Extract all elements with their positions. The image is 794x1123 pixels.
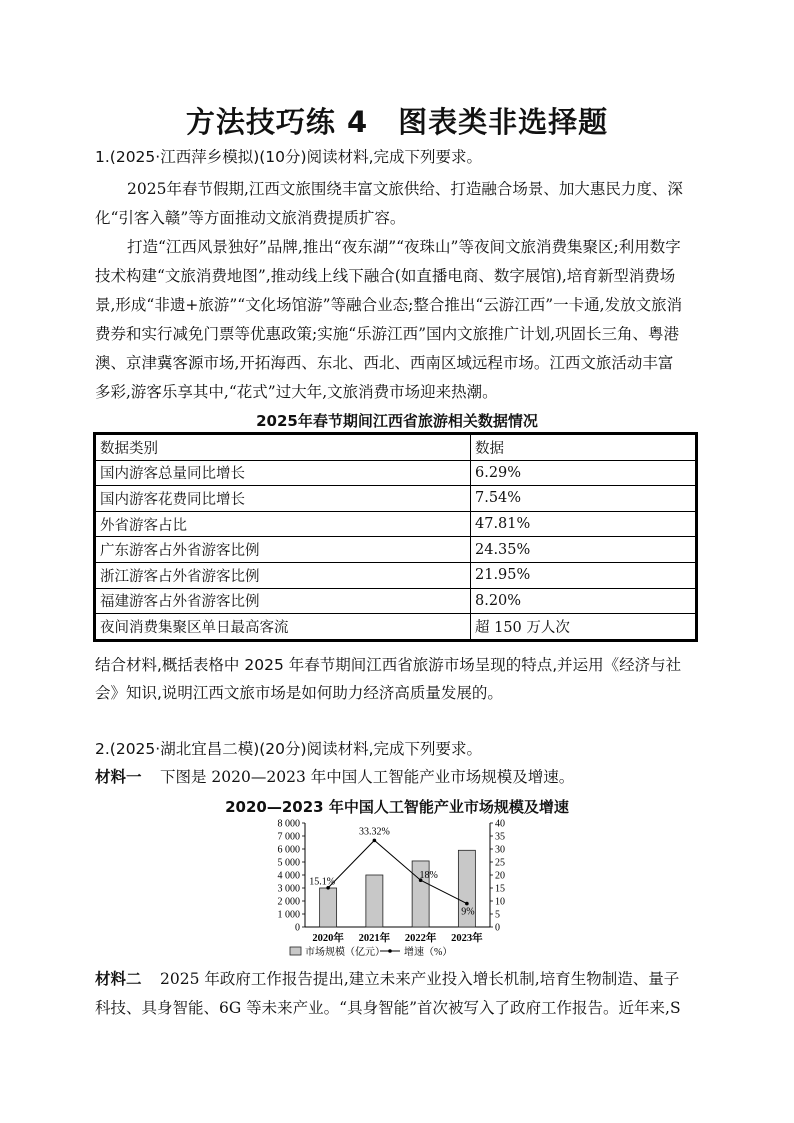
left-tick-label: 2 000 — [277, 896, 300, 908]
table-cell: 8.20% — [471, 588, 697, 614]
left-tick-label: 5 000 — [277, 857, 300, 869]
material-1-text: 下图是 2020—2023 年中国人工智能产业市场规模及增速。 — [160, 768, 575, 786]
legend-line-label: 增速（%） — [404, 947, 453, 958]
right-tick-label: 0 — [495, 922, 500, 934]
table-cell: 24.35% — [471, 537, 697, 563]
table-cell: 浙江游客占外省游客比例 — [95, 562, 471, 588]
material-1-label: 材料一 — [95, 768, 142, 786]
bar-series — [320, 850, 476, 927]
right-tick-label: 30 — [495, 844, 505, 856]
table-header-cell: 数据 — [471, 434, 697, 461]
left-tick-label: 4 000 — [277, 870, 300, 882]
growth-data-label: 15.1% — [309, 876, 336, 888]
right-axis — [490, 819, 505, 934]
table-row — [95, 562, 697, 588]
table-cell: 47.81% — [471, 511, 697, 537]
table-row — [95, 511, 697, 537]
table-header-row — [95, 434, 697, 461]
right-tick-label: 40 — [495, 818, 505, 830]
table-caption: 2025年春节期间江西省旅游相关数据情况 — [256, 412, 538, 430]
table-row — [95, 537, 697, 563]
data-table — [93, 432, 698, 642]
x-tick-label: 2020年 — [312, 933, 344, 944]
right-tick-label: 10 — [495, 896, 505, 908]
table-header-cell: 数据类别 — [95, 434, 471, 461]
material-paragraph-line: 景,形成“非遗+旅游”“文化场馆游”等融合业态;整合推出“云游江西”一卡通,发放文旅消 — [95, 296, 683, 314]
material-paragraph-line: 澳、京津冀客源市场,开拓海西、东北、西北、西南区域远程市场。江西文旅活动丰富 — [95, 354, 674, 372]
x-tick-label: 2021年 — [358, 933, 391, 944]
right-tick-label: 15 — [495, 883, 505, 895]
material-2-label: 材料二 — [95, 970, 142, 988]
material-paragraph-line: 2025年春节假期,江西文旅围绕丰富文旅供给、打造融合场景、加大惠民力度、深 — [127, 180, 683, 198]
table-row — [95, 486, 697, 512]
question-1-prompt-line: 会》知识,说明江西文旅市场是如何助力经济高质量发展的。 — [95, 684, 503, 702]
bar — [320, 888, 337, 927]
left-tick-label: 0 — [295, 922, 300, 934]
table-cell: 福建游客占外省游客比例 — [95, 588, 471, 614]
table-cell: 6.29% — [471, 460, 697, 486]
legend-line-marker — [388, 949, 392, 953]
legend-bar-swatch — [290, 947, 301, 955]
x-axis — [312, 931, 483, 944]
growth-point — [373, 839, 377, 843]
question-1-header: 1.(2025·江西萍乡模拟)(10分)阅读材料,完成下列要求。 — [95, 148, 483, 166]
growth-data-label: 9% — [461, 906, 475, 918]
table-row — [95, 588, 697, 614]
table-cell: 7.54% — [471, 486, 697, 512]
x-tick-label: 2022年 — [404, 933, 437, 944]
left-tick-label: 1 000 — [277, 909, 300, 921]
material-paragraph-line: 费券和实行减免门票等优惠政策;实施“乐游江西”国内文旅推广计划,巩固长三角、粤港 — [95, 325, 680, 343]
right-tick-label: 5 — [495, 909, 500, 921]
left-tick-label: 8 000 — [277, 818, 300, 830]
question-1-prompt-line: 结合材料,概括表格中 2025 年春节期间江西省旅游市场呈现的特点,并运用《经济与社 — [95, 656, 682, 674]
question-2-header: 2.(2025·湖北宜昌二模)(20分)阅读材料,完成下列要求。 — [95, 740, 483, 758]
chart-legend — [290, 945, 452, 958]
material-paragraph-line: 打造“江西风景独好”品牌,推出“夜东湖”“夜珠山”等夜间文旅消费集聚区;利用数字 — [127, 238, 681, 256]
left-tick-label: 7 000 — [277, 831, 300, 843]
material-2-line: 2025 年政府工作报告提出,建立未来产业投入增长机制,培育生物制造、量子 — [160, 970, 680, 988]
left-tick-label: 6 000 — [277, 844, 300, 856]
table-cell: 国内游客总量同比增长 — [95, 460, 471, 486]
right-tick-label: 25 — [495, 857, 505, 869]
left-tick-label: 3 000 — [277, 883, 300, 895]
material-paragraph-line: 化“引客入赣”等方面推动文旅消费提质扩容。 — [95, 209, 406, 227]
growth-data-label: 18% — [419, 870, 438, 882]
table-cell: 广东游客占外省游客比例 — [95, 537, 471, 563]
growth-point — [465, 902, 469, 906]
table-cell: 外省游客占比 — [95, 511, 471, 537]
bar — [366, 875, 383, 927]
table-cell: 夜间消费集聚区单日最高客流 — [95, 614, 471, 641]
table-cell: 21.95% — [471, 562, 697, 588]
table-cell: 超 150 万人次 — [471, 614, 697, 641]
right-tick-label: 35 — [495, 831, 505, 843]
material-paragraph-line: 技术构建“文旅消费地图”,推动线上线下融合(如直播电商、数字展馆),培育新型消费场 — [95, 267, 676, 285]
material-paragraph-line: 多彩,游客乐享其中,“花式”过大年,文旅消费市场迎来热潮。 — [95, 383, 498, 401]
market-size-chart — [260, 818, 540, 963]
page-title: 方法技巧练 4 图表类非选择题 — [185, 105, 609, 139]
legend-bar-label: 市场规模（亿元） — [305, 947, 385, 958]
growth-data-label: 33.32% — [358, 826, 390, 838]
table-row — [95, 614, 697, 641]
chart-title: 2020—2023 年中国人工智能产业市场规模及增速 — [225, 798, 569, 816]
right-tick-label: 20 — [495, 870, 505, 882]
table-cell: 国内游客花费同比增长 — [95, 486, 471, 512]
x-tick-label: 2023年 — [451, 933, 483, 944]
table-row — [95, 460, 697, 486]
growth-line — [328, 840, 467, 903]
material-2-line: 科技、具身智能、6G 等未来产业。“具身智能”首次被写入了政府工作报告。近年来,S — [95, 999, 681, 1017]
